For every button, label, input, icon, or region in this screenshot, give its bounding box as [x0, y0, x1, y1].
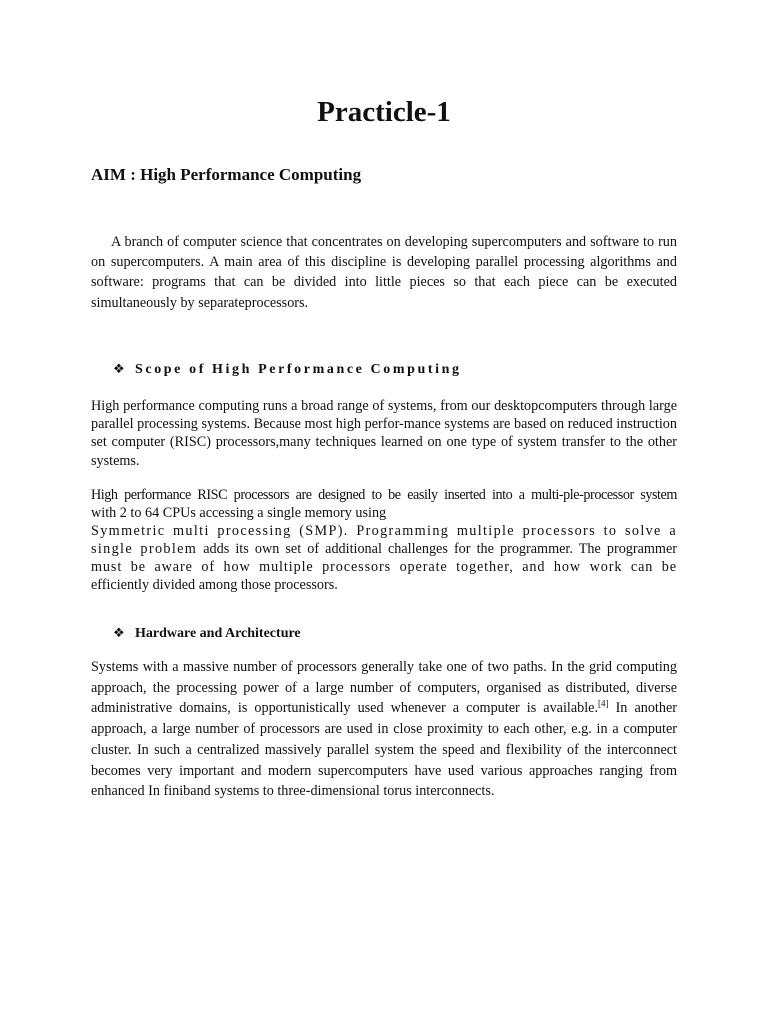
- diamond-bullet-icon: ❖: [113, 362, 128, 377]
- section-heading-scope: [113, 361, 462, 379]
- hardware-paragraph-text: Systems with a massive number of processors generally take one of two paths. In the grid computing approach, the processing power of a large number of computers, organised as distributed, diverse administrative domains, is opportunistically used whenever a computer is available.: [91, 659, 677, 717]
- section-heading-text: Scope of High Performance Computing: [135, 362, 462, 377]
- section-heading-text: Hardware and Architecture: [135, 626, 301, 641]
- citation-reference[interactable]: [4]: [598, 698, 609, 709]
- intro-paragraph: A branch of computer science that concentrates on developing supercomputers and software to run on supercomputers. A main area of this discipline is developing parallel processing algorithms and software: programs that can be divided into little pieces so that each piece can be executed simultaneously by separateprocessors.: [91, 234, 677, 311]
- scope-paragraph-2-text: adds its own set of additional challenges for the programmer. The programmer: [197, 541, 677, 557]
- scope-paragraph-2-line-1: High performance RISC processors are designed to be easily inserted into a multi-ple-processor system: [91, 487, 677, 503]
- scope-paragraph-1: High performance computing runs a broad range of systems, from our desktopcomputers through large parallel processing systems. Because most high perfor-mance systems are based on reduced instruction set computer (RISC) processors,many techniques learned on one type of system transfer to the other systems.: [91, 398, 677, 469]
- scope-paragraph-2: [91, 486, 677, 594]
- diamond-bullet-icon: ❖: [113, 626, 125, 641]
- aim-heading: AIM : High Performance Computing: [91, 165, 362, 184]
- hardware-paragraph: [91, 657, 677, 802]
- scope-paragraph-2-end-text: efficiently divided among those processors.: [91, 577, 338, 593]
- hardware-paragraph-continued: In another approach, a large number of processors are used in close proximity to each other, e.g. in a computer cluster. In such a centralized massively parallel system the speed and flexibility of the interconnect becomes very important and modern supercomputers have used various approaches ranging from enhanced In finiband systems to three-dimensional torus interconnects.: [91, 700, 677, 800]
- section-heading-hardware: [113, 625, 301, 643]
- page-title: Practicle-1: [317, 96, 451, 128]
- scope-paragraph-2-smp-text: Symmetric multi processing (SMP). Programming multiple processors to solve a single problem: [91, 523, 677, 557]
- scope-paragraph-2-line-2: with 2 to 64 CPUs accessing a single memory using: [91, 505, 387, 521]
- scope-paragraph-2-aware-text: must be aware of how multiple processors operate together, and how work can be: [91, 559, 677, 575]
